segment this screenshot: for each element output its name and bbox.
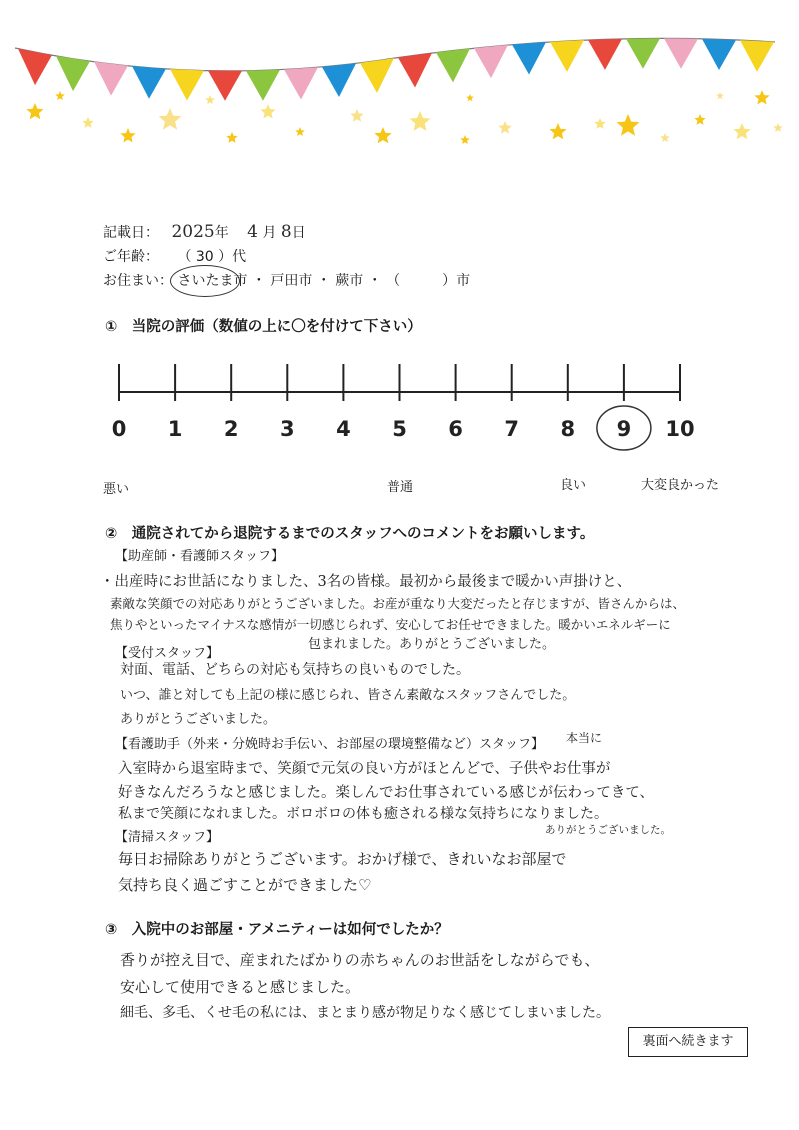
section3-title: ③ 入院中のお部屋・アメニティーは如何でしたか？ [105,922,449,938]
star-icon [617,114,640,136]
assistant-line: 入室時から退室時まで、笑顔で元気の良い方がほとんどで、子供やお仕事が [118,761,611,777]
anchor-normal: 普通 [387,480,414,495]
selected-city-circle [170,265,240,297]
star-icon [716,92,724,99]
star-icon [466,94,474,101]
scale-label: 2 [223,417,239,441]
bunting-flag [626,38,660,68]
amenity-line: 香りが控え目で、産まれたばかりの赤ちゃんのお世話をしながらでも、 [120,951,600,969]
star-icon [226,132,237,143]
reception-label: 【受付スタッフ】 [115,646,220,661]
date-label: 記載日： [103,225,159,241]
assistant-note: ありがとうございました。 [545,824,671,836]
star-icon [498,121,511,134]
star-icon [159,108,182,130]
star-icon [754,90,769,105]
cleaning-label: 【清掃スタッフ】 [115,830,220,845]
star-icon [55,91,65,100]
selected-score-circle [597,406,651,450]
day-unit: 日 [291,225,306,241]
bunting-flag [474,45,508,78]
bunting-flag [702,39,736,70]
scale-label: 0 [111,417,127,441]
residence-label: お住まい： [103,273,173,289]
scale-label: 7 [504,417,520,441]
reception-line: いつ、誰と対しても上記の様に感じられ、皆さん素敵なスタッフさんでした。 [120,688,576,703]
star-icon [733,123,750,139]
scale-label: 1 [167,417,183,441]
residence-options: さいたま市 ・ 戸田市 ・ 蕨市 ・ （ ）市 [177,273,471,289]
scale-label: 5 [392,417,407,441]
residence-field [103,270,470,290]
star-icon [549,123,566,139]
assistant-label: 【看護助手（外来・分娩時お手伝い、お部屋の環境整備など）スタッフ】 [115,737,545,752]
bunting-flag [398,53,432,88]
midwife-label: 【助産師・看護師スタッフ】 [115,549,285,564]
scale-label: 10 [665,417,695,441]
star-icon [410,111,431,131]
date-month: 4 [247,222,258,242]
cleaning-line: 気持ち良く過ごすことができました♡ [118,876,372,894]
star-icon [350,109,363,122]
scale-label: 9 [616,417,632,441]
bunting-flag [588,39,622,70]
bunting-flag [322,63,356,97]
section2-title: ② 通院されてから退院するまでのスタッフへのコメントをお願いします。 [105,526,595,542]
midwife-line: 素敵な笑顔での対応ありがとうございました。お産が重なり大変だったと存じますが、皆さんからは、 [110,596,686,611]
star-icon [773,123,783,132]
star-icon [460,135,470,144]
bunting-flag [436,49,470,83]
date-field [103,222,306,242]
star-icon [26,103,43,119]
scale-label: 8 [560,417,576,441]
midwife-line: 焦りやといったマイナスな感情が一切感じられず、安心してお任せできました。暖かいエネルギーに [110,617,671,632]
age-field [103,246,246,266]
bunting-flag [246,70,280,101]
age-label: ご年齢： [103,249,159,265]
cleaning-line: 毎日お掃除ありがとうございます。おかげ様で、きれいなお部屋で [118,850,567,868]
year-unit: 年 [214,225,229,241]
star-icon [660,133,670,142]
assistant-line: 好きなんだろうなと感じました。楽しんでお仕事されている感じが伝わってきて、 [118,785,655,801]
date-day: 8 [280,222,292,242]
scale-label: 4 [336,417,351,441]
date-year: 2025 [171,222,215,242]
scale-label: 3 [279,417,295,441]
bunting-flag [284,67,318,99]
bunting-flag [550,40,584,72]
anchor-good: 良い [560,478,587,493]
star-icon [260,104,275,119]
star-icon [295,127,305,136]
assistant-insert: 本当に [566,731,603,745]
continue-on-back-label: 裏面へ続きます [628,1027,748,1057]
star-icon [205,95,215,104]
bunting-decoration [0,0,799,150]
assistant-line: 私まで笑顔になれました。ボロボロの体も癒される様な気持ちになりました。 [118,806,608,822]
star-icon [374,127,391,143]
star-icon [82,117,93,128]
bunting-flag [208,71,242,101]
scale-label: 6 [448,417,463,441]
anchor-bad: 悪い [103,482,130,497]
reception-line: ありがとうございました。 [120,712,277,727]
bunting-flag [740,40,774,72]
bunting-flag [360,58,394,93]
bunting-flag [512,42,546,74]
bunting-flag [170,69,204,100]
bunting-flag [664,38,698,68]
midwife-line: ・出産時にお世話になりました、3名の皆様。最初から最後まで暖かい声掛けと、 [100,574,632,590]
bunting-flag [132,66,166,99]
star-icon [594,118,605,129]
month-unit: 月 [262,225,277,241]
anchor-very-good: 大変良かった [641,478,720,493]
age-value: （ 30 ）代 [177,249,247,265]
amenity-line: 安心して使用できると感じました。 [120,978,361,996]
reception-line: 対面、電話、どちらの対応も気持ちの良いものでした。 [120,662,470,678]
star-icon [120,128,135,143]
bunting-flag [56,56,90,91]
amenity-line: 細毛、多毛、くせ毛の私には、まとまり感が物足りなく感じてしまいました。 [120,1005,610,1021]
bunting-flag [94,62,128,96]
section1-title: ① 当院の評価（数値の上に〇を付けて下さい） [105,319,422,335]
star-icon [694,114,705,125]
midwife-line: 包まれました。ありがとうございました。 [308,637,556,652]
